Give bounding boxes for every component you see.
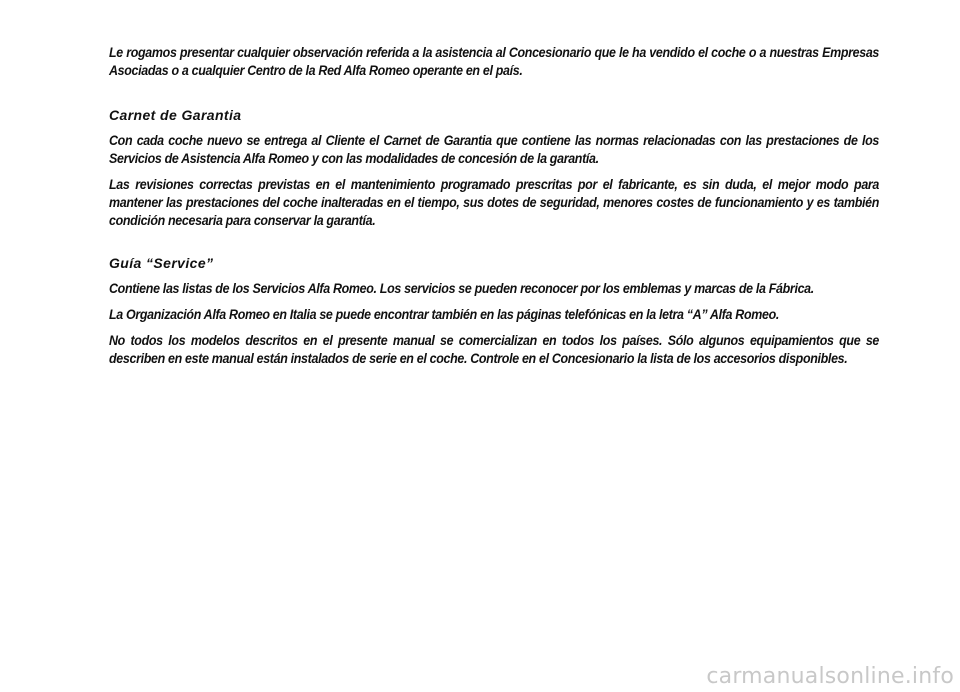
carnet-paragraph-1: Con cada coche nuevo se entrega al Cliente el Carnet de Garantia que contiene las normas relacionadas con las prestaciones de los Servicios de Asistencia Alfa Romeo y con las modalidades de concesión de la garantía. [109,133,880,166]
document-page [109,44,879,368]
guia-paragraph-3: No todos los modelos descritos en el presente manual se comercializan en todos los países. Sólo algunos equipamientos que se describen en este manual están instalados de serie en el coche. Controle en el Concesionario la lista de los accesorios disponibles. [109,333,880,366]
section-title-carnet-garantia: Carnet de Garantia [109,107,242,123]
guia-paragraph-2: La Organización Alfa Romeo en Italia se puede encontrar también en las páginas telefónicas en la letra “A” Alfa Romeo. [109,307,780,322]
carnet-paragraph-2: Las revisiones correctas previstas en el mantenimiento programado prescritas por el fabricante, es sin duda, el mejor modo para mantener las prestaciones del coche inalteradas en el tiempo, sus dotes de seguridad, menores costes de funcionamiento y es también condición necesaria para conservar la garantía. [109,177,880,228]
guia-paragraph-1: Contiene las listas de los Servicios Alfa Romeo. Los servicios se pueden reconocer por los emblemas y marcas de la Fábrica. [109,281,814,296]
intro-paragraph: Le rogamos presentar cualquier observación referida a la asistencia al Concesionario que le ha vendido el coche o a nuestras Empresas Asociadas o a cualquier Centro de la Red Alfa Romeo operante en el país. [109,45,880,78]
watermark-text: carmanualsonline.info [706,664,954,689]
section-title-guia-service: Guía “Service” [109,255,214,271]
